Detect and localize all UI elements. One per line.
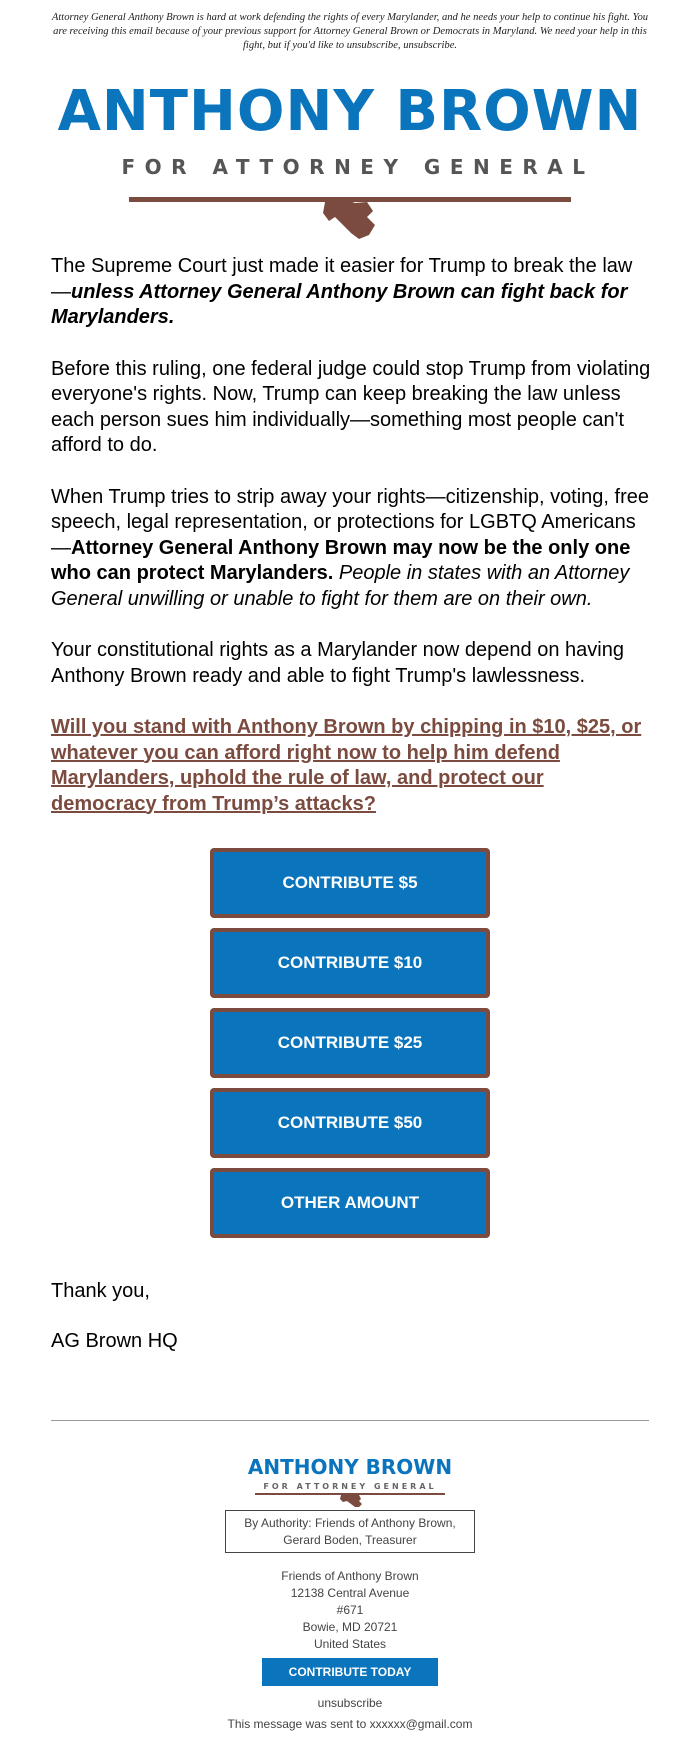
paragraph-3 — [51, 485, 651, 613]
contribute-5-button[interactable]: CONTRIBUTE $5 — [210, 848, 490, 918]
paragraph-1 — [51, 254, 651, 331]
other-amount-button[interactable]: OTHER AMOUNT — [210, 1168, 490, 1238]
contribute-10-button[interactable]: CONTRIBUTE $10 — [210, 928, 490, 998]
unsubscribe-link[interactable]: unsubscribe — [317, 1696, 383, 1710]
contribute-50-button[interactable]: CONTRIBUTE $50 — [210, 1088, 490, 1158]
paragraph-4: Your constitutional rights as a Marylander now depend on having Anthony Brown ready and able to fight Trump's lawlessness. — [51, 639, 624, 687]
contribute-today-button[interactable]: CONTRIBUTE TODAY — [262, 1658, 438, 1686]
paragraph-3-italic: People in states with an Attorney General unwilling or unable to fight for them are on their own. — [51, 562, 630, 610]
preheader-text: Attorney General Anthony Brown is hard at work defending the rights of every Marylander, and he needs your help to continue his fight. You are receiving this email because of your previous support for Attorney General Brown or Democrats in Maryland. We need your help in this fight, but if you'd like to unsubscribe, unsubscribe. — [51, 12, 649, 51]
footer-divider — [51, 1420, 649, 1421]
logo-subtitle: FOR ATTORNEY GENERAL — [121, 155, 595, 179]
paid-for-disclaimer — [225, 1510, 475, 1553]
sent-to-notice: This message was sent to xxxxxx@gmail.com — [227, 1717, 473, 1731]
signature: AG Brown HQ — [51, 1330, 178, 1352]
footer-logo-name: ANTHONY BROWN — [247, 1455, 453, 1479]
paragraph-3-bold: Attorney General Anthony Brown may now be the only one who can protect Marylanders. — [51, 536, 631, 584]
paragraph-3-text: When Trump tries to strip away your rights—citizenship, voting, free speech, legal representation, or protections for LGBTQ Americans — — [51, 485, 650, 559]
paragraph-1-text: The Supreme Court just made it easier for Trump to break the law — — [51, 255, 633, 303]
disclaimer-line-1: By Authority: Friends of Anthony Brown, — [244, 1516, 456, 1530]
thank-you-text: Thank you, — [51, 1280, 150, 1302]
email-body — [51, 254, 651, 843]
donate-cta-link[interactable]: Will you stand with Anthony Brown by chipping in $10, $25, or whatever you can afford right now to help him defend Marylanders, uphold the rule of law, and protect our democracy from Trump’s attacks? — [51, 716, 642, 815]
disclaimer-line-2: Gerard Boden, Treasurer — [283, 1533, 417, 1547]
signoff — [51, 1279, 178, 1379]
address-line: Friends of Anthony Brown — [281, 1569, 419, 1583]
address-line: 12138 Central Avenue — [290, 1586, 410, 1600]
footer-maryland-rule-graphic — [255, 1493, 445, 1507]
footer-logo-subtitle: FOR ATTORNEY GENERAL — [263, 1482, 437, 1491]
address-line: United States — [313, 1637, 387, 1651]
logo-name: ANTHONY BROWN — [57, 79, 643, 144]
address-line: Bowie, MD 20721 — [302, 1620, 398, 1634]
maryland-rule-graphic — [129, 197, 571, 247]
mailing-address — [0, 1568, 700, 1653]
contribute-25-button[interactable]: CONTRIBUTE $25 — [210, 1008, 490, 1078]
paragraph-1-emphasis: unless Attorney General Anthony Brown can fight back for Marylanders. — [51, 280, 628, 328]
address-line: #671 — [336, 1603, 364, 1617]
paragraph-2: Before this ruling, one federal judge could stop Trump from violating everyone's rights. Now, Trump can keep breaking the law unless each person sues him individually—something most people can't afford to do. — [51, 357, 651, 456]
donation-buttons — [210, 848, 490, 1248]
